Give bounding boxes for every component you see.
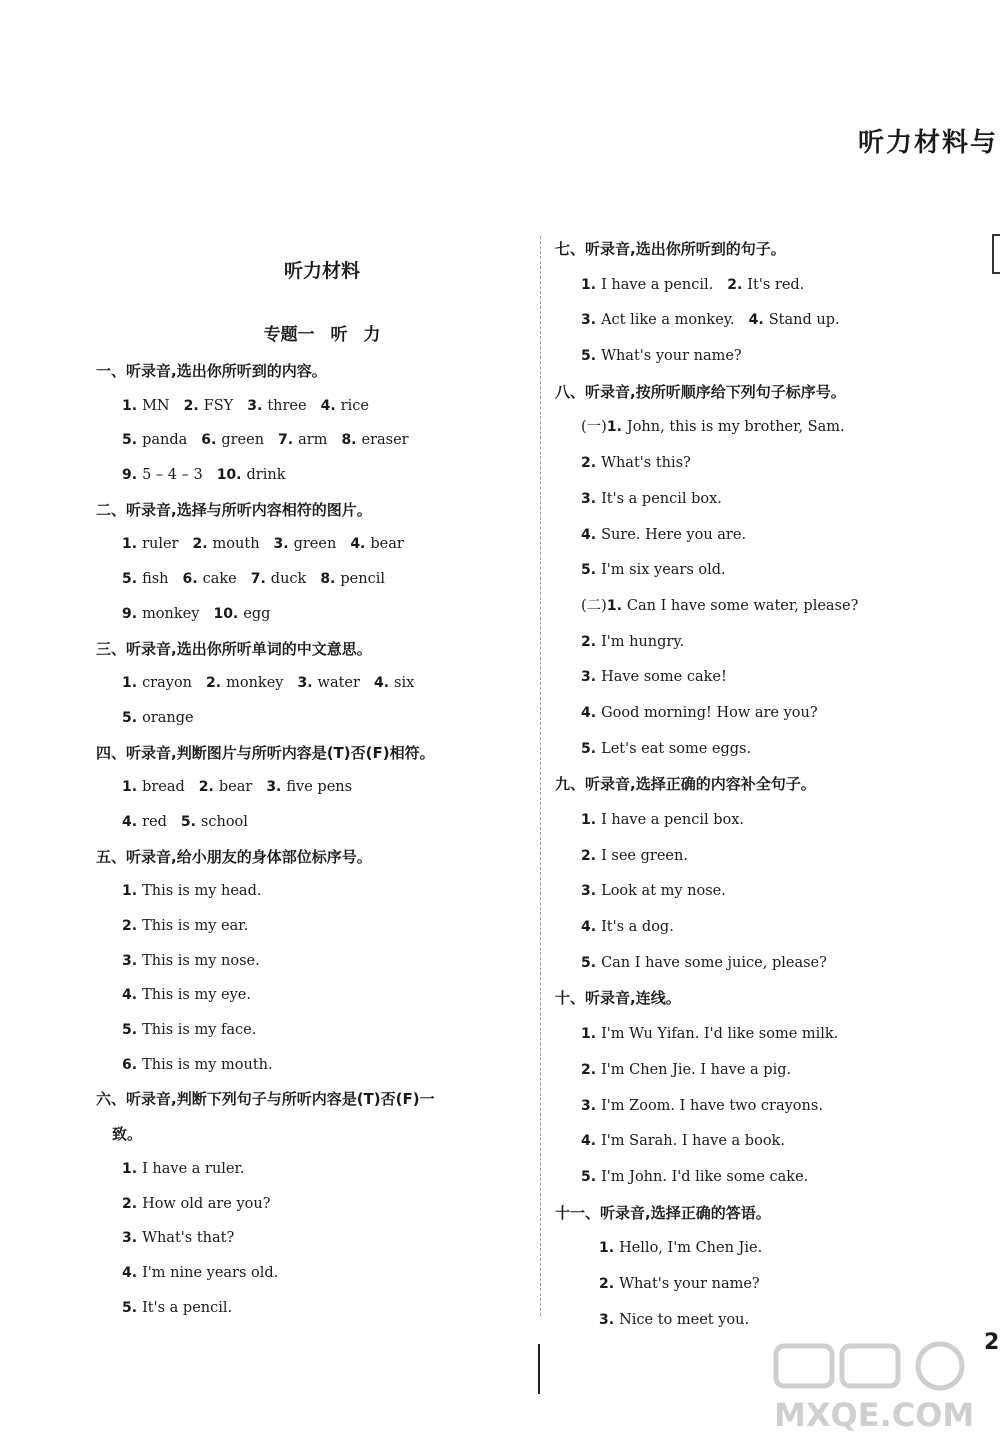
item-number: 4.	[581, 704, 597, 721]
item-line	[555, 589, 975, 625]
item-number: 3.	[581, 1097, 597, 1114]
item-line	[96, 1291, 528, 1326]
left-sections	[96, 354, 528, 1325]
section-heading: 六、听录音,判断下列句子与所听内容是(T)否(F)一	[96, 1090, 435, 1109]
item-line	[96, 389, 528, 424]
item-line	[555, 1303, 975, 1339]
section-heading: 十、听录音,连线。	[555, 989, 681, 1008]
item-text: ruler	[142, 536, 179, 553]
item-text: What's this?	[601, 455, 691, 472]
item-line	[96, 597, 528, 632]
item-number: 1.	[606, 419, 622, 436]
item-line	[96, 1152, 528, 1187]
item-number: 2.	[581, 633, 597, 650]
item-line	[555, 696, 975, 732]
item-number: 3.	[266, 779, 282, 796]
item-line	[555, 1124, 975, 1160]
item-number: 1.	[122, 883, 138, 900]
item-line	[555, 1053, 975, 1089]
item-number: 3.	[122, 952, 138, 969]
item-number: 1.	[606, 597, 622, 614]
item-number: 10.	[213, 605, 239, 622]
item-line	[555, 446, 975, 482]
item-text: 5 – 4 – 3	[142, 467, 203, 484]
item-text: mouth	[212, 536, 260, 553]
item-text: I see green.	[601, 847, 688, 864]
item-line	[96, 1187, 528, 1222]
item-text: This is my face.	[142, 1022, 257, 1039]
item-line	[555, 732, 975, 768]
item-number: 2.	[122, 918, 138, 934]
item-text: I'm nine years old.	[142, 1264, 279, 1281]
item-line	[555, 553, 975, 589]
item-number: 5.	[122, 1299, 138, 1316]
item-line	[555, 839, 975, 875]
watermark-text: MXQE.COM	[774, 1396, 975, 1432]
item-line	[96, 423, 528, 458]
item-text: Let's eat some eggs.	[601, 740, 752, 757]
item-text: Look at my nose.	[601, 883, 726, 900]
section-heading: 九、听录音,选择正确的内容补全句子。	[555, 775, 816, 794]
page-title: 听力材料	[283, 260, 360, 282]
item-text: arm	[298, 432, 328, 449]
item-text: three	[267, 397, 307, 414]
group-prefix: (一)	[581, 419, 607, 436]
item-line	[96, 666, 528, 701]
item-line	[555, 803, 975, 839]
item-number: 6.	[122, 1056, 138, 1073]
item-number: 2.	[206, 675, 222, 692]
section-heading: 五、听录音,给小朋友的身体部位标序号。	[96, 847, 372, 866]
item-number: 9.	[122, 605, 138, 622]
item-text: bear	[218, 779, 253, 796]
item-line	[555, 410, 975, 446]
item-text: green	[221, 432, 265, 449]
item-number: 4.	[581, 526, 597, 543]
item-number: 4.	[748, 312, 764, 329]
item-number: 5.	[122, 709, 138, 726]
item-number: 5.	[122, 432, 138, 449]
item-line	[96, 944, 528, 979]
right-sections	[555, 232, 975, 1338]
watermark-logo	[770, 1340, 1000, 1432]
item-text: cake	[202, 571, 237, 588]
item-text: orange	[142, 709, 194, 726]
item-text: It's a pencil.	[142, 1299, 233, 1316]
item-text: water	[317, 675, 360, 692]
item-line	[555, 1231, 975, 1267]
item-line	[555, 625, 975, 661]
item-number: 8.	[341, 432, 357, 449]
item-text: What's your name?	[601, 348, 742, 365]
item-line	[555, 874, 975, 910]
item-number: 2.	[192, 536, 208, 553]
item-text: six	[394, 675, 415, 692]
section-heading-continued: 致。	[112, 1125, 143, 1144]
item-number: 1.	[122, 397, 138, 414]
item-line	[555, 303, 975, 339]
item-line	[96, 874, 528, 909]
item-text: I'm six years old.	[601, 562, 726, 579]
item-number: 1.	[581, 1026, 597, 1043]
item-number: 4.	[373, 675, 390, 692]
item-text: egg	[243, 605, 271, 622]
section-heading: 四、听录音,判断图片与所听内容是(T)否(F)相符。	[96, 743, 435, 762]
item-text: rice	[340, 397, 369, 414]
item-number: 5.	[581, 348, 597, 365]
item-text: Stand up.	[768, 312, 840, 329]
item-number: 1.	[599, 1240, 615, 1257]
group-prefix: (二)	[581, 597, 607, 614]
item-text: fish	[142, 571, 169, 588]
item-text: I'm Chen Jie. I have a pig.	[601, 1061, 792, 1078]
item-text: I'm John. I'd like some cake.	[601, 1168, 809, 1185]
item-text: It's a dog.	[601, 919, 674, 936]
item-text: five pens	[286, 779, 353, 796]
item-number: 10.	[216, 467, 242, 484]
item-number: 2.	[183, 397, 199, 414]
right-column	[555, 232, 975, 1338]
item-line	[96, 978, 528, 1013]
page-header-title: 听力材料与	[858, 128, 999, 158]
item-number: 5.	[581, 562, 597, 579]
item-line	[555, 1017, 975, 1053]
page-number: 2	[984, 1330, 1000, 1355]
item-number: 7.	[278, 432, 294, 449]
item-line	[96, 770, 528, 805]
item-text: How old are you?	[142, 1195, 271, 1212]
item-text: pencil	[340, 571, 385, 588]
item-number: 3.	[599, 1311, 615, 1328]
item-number: 1.	[122, 536, 138, 553]
item-text: It's a pencil box.	[601, 490, 722, 507]
item-number: 4.	[320, 397, 336, 414]
item-line	[555, 518, 975, 554]
item-number: 4.	[350, 536, 366, 553]
item-number: 4.	[581, 919, 597, 936]
item-number: 3.	[273, 536, 289, 553]
item-number: 9.	[122, 467, 138, 484]
item-text: duck	[270, 571, 307, 588]
fold-mark	[538, 1344, 540, 1394]
item-number: 2.	[198, 779, 214, 796]
item-text: This is my ear.	[142, 918, 249, 934]
item-number: 6.	[201, 432, 217, 449]
item-text: I'm hungry.	[601, 633, 685, 650]
item-line	[96, 1256, 528, 1291]
item-line	[96, 805, 528, 840]
item-text: What's that?	[142, 1230, 235, 1247]
topic-title: 专题一 听 力	[263, 325, 381, 345]
item-number: 5.	[581, 1168, 597, 1185]
item-number: 1.	[122, 1160, 138, 1177]
item-text: I'm Zoom. I have two crayons.	[601, 1097, 823, 1114]
item-line	[96, 701, 528, 736]
item-line	[555, 1267, 975, 1303]
item-number: 3.	[122, 1230, 138, 1247]
item-number: 2.	[727, 276, 743, 293]
section-heading: 三、听录音,选出你所听单词的中文意思。	[96, 639, 372, 658]
item-number: 1.	[122, 779, 138, 796]
item-line	[555, 1160, 975, 1196]
item-text: drink	[246, 467, 286, 484]
item-text: crayon	[142, 675, 193, 692]
column-divider	[540, 236, 541, 1316]
item-line	[555, 660, 975, 696]
item-text: Hello, I'm Chen Jie.	[619, 1240, 763, 1257]
left-column	[96, 254, 528, 1325]
item-number: 7.	[250, 571, 266, 588]
item-number: 6.	[182, 571, 198, 588]
section-heading: 一、听录音,选出你所听到的内容。	[96, 362, 327, 380]
item-text: Have some cake!	[601, 669, 727, 686]
item-number: 1.	[122, 675, 138, 692]
item-line	[555, 946, 975, 982]
item-text: This is my eye.	[142, 987, 251, 1004]
section-heading: 八、听录音,按所听顺序给下列句子标序号。	[555, 382, 846, 401]
item-text: I have a pencil box.	[601, 812, 745, 828]
item-line	[555, 910, 975, 946]
item-number: 4.	[122, 1264, 138, 1281]
item-number: 5.	[581, 954, 597, 971]
item-text: Good morning! How are you?	[601, 704, 818, 721]
item-text: FSY	[203, 397, 234, 414]
item-line	[555, 1089, 975, 1125]
item-number: 5.	[122, 1022, 138, 1039]
item-line	[96, 1013, 528, 1048]
item-number: 4.	[581, 1133, 597, 1150]
item-text: This is my nose.	[142, 952, 260, 969]
item-text: I have a pencil.	[601, 276, 714, 293]
item-number: 2.	[599, 1275, 615, 1292]
item-number: 3.	[247, 397, 263, 414]
item-text: I'm Wu Yifan. I'd like some milk.	[601, 1026, 839, 1043]
item-number: 1.	[581, 812, 597, 828]
item-text: MN	[142, 397, 170, 414]
item-text: What's your name?	[619, 1275, 760, 1292]
item-number: 4.	[122, 987, 138, 1004]
item-text: monkey	[142, 605, 200, 622]
item-text: red	[142, 813, 167, 830]
item-text: Can I have some juice, please?	[601, 954, 827, 971]
item-text: eraser	[361, 432, 409, 449]
item-number: 2.	[122, 1195, 138, 1212]
item-text: This is my head.	[142, 883, 262, 900]
item-text: Can I have some water, please?	[626, 597, 859, 614]
item-line	[96, 1221, 528, 1256]
section-heading: 七、听录音,选出你所听到的句子。	[555, 240, 786, 258]
item-text: Sure. Here you are.	[601, 526, 747, 543]
item-text: Nice to meet you.	[619, 1311, 750, 1328]
item-text: green	[293, 536, 337, 553]
item-number: 3.	[581, 490, 597, 507]
item-text: I have a ruler.	[142, 1160, 245, 1177]
item-line	[96, 527, 528, 562]
item-text: It's red.	[747, 276, 805, 293]
item-line	[555, 339, 975, 375]
item-text: bread	[142, 779, 185, 796]
item-line	[96, 458, 528, 493]
item-number: 5.	[581, 740, 597, 757]
item-line	[96, 562, 528, 597]
item-text: I'm Sarah. I have a book.	[601, 1133, 785, 1150]
item-number: 3.	[581, 312, 597, 329]
item-text: panda	[142, 432, 188, 449]
item-text: school	[200, 813, 248, 830]
section-heading: 二、听录音,选择与所听内容相符的图片。	[96, 500, 372, 519]
item-line	[555, 268, 975, 304]
side-tab-marker	[992, 234, 1000, 274]
section-heading: 十一、听录音,选择正确的答语。	[555, 1203, 771, 1222]
item-number: 3.	[297, 675, 313, 692]
item-number: 3.	[581, 669, 597, 686]
item-text: Act like a monkey.	[601, 312, 735, 329]
item-number: 2.	[581, 847, 597, 864]
item-number: 5.	[180, 813, 196, 830]
item-line	[555, 482, 975, 518]
item-text: John, this is my brother, Sam.	[626, 419, 845, 436]
item-text: bear	[370, 536, 404, 553]
item-line	[96, 909, 528, 944]
item-number: 4.	[122, 813, 138, 830]
item-number: 2.	[581, 455, 597, 472]
item-number: 3.	[581, 883, 597, 900]
item-line	[96, 1048, 528, 1083]
item-number: 8.	[320, 571, 336, 588]
item-text: This is my mouth.	[142, 1056, 273, 1073]
item-number: 1.	[581, 276, 597, 293]
item-text: monkey	[226, 675, 284, 692]
item-number: 5.	[122, 571, 138, 588]
item-number: 2.	[581, 1061, 597, 1078]
